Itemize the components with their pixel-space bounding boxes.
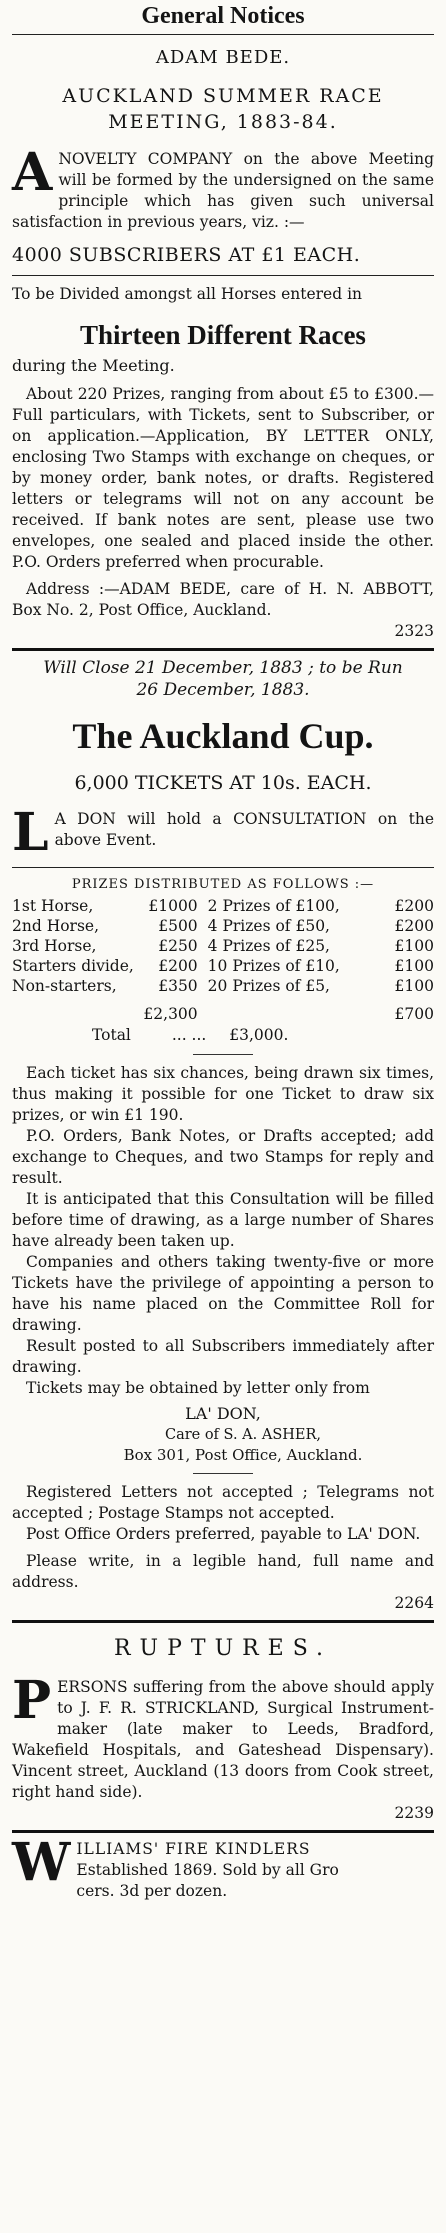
paragraph-companies: Companies and others taking twenty-five or more Tickets have the privilege of appointing a person to have his name placed on the Committee Roll for drawing. bbox=[12, 1253, 434, 1334]
divided-line: To be Divided amongst all Horses entered in bbox=[12, 285, 363, 303]
total-line bbox=[92, 1024, 434, 1046]
prize-right-label: 4 Prizes of £25, bbox=[207, 937, 330, 955]
kindlers-paragraph bbox=[12, 1832, 434, 1902]
drop-cap: L bbox=[12, 802, 49, 863]
drop-cap: A bbox=[12, 142, 53, 203]
prize-row bbox=[12, 936, 434, 956]
notice-fire-kindlers bbox=[12, 1832, 434, 1902]
prize-left-label: Starters divide, bbox=[12, 957, 134, 975]
prize-right-amount: £200 bbox=[394, 917, 434, 935]
prize-row bbox=[12, 976, 434, 996]
ruptures-title: RUPTURES. bbox=[113, 1636, 333, 1661]
prize-row bbox=[12, 956, 434, 976]
total-value: £3,000. bbox=[229, 1026, 289, 1044]
close-line-2: 26 December, 1883. bbox=[136, 680, 310, 700]
intro-paragraph bbox=[12, 142, 434, 233]
kindlers-line-2: Established 1869. Sold by all Gro bbox=[76, 1861, 339, 1879]
cup-title: The Auckland Cup. bbox=[72, 716, 374, 756]
subtotal-right: £700 bbox=[394, 1005, 434, 1023]
prize-left-label: 3rd Horse, bbox=[12, 937, 97, 955]
close-line-1: Will Close 21 December, 1883 ; to be Run bbox=[43, 658, 403, 678]
section-header: General Notices bbox=[141, 3, 305, 29]
ruptures-paragraph bbox=[12, 1670, 434, 1803]
prize-left-label: 2nd Horse, bbox=[12, 917, 100, 935]
prize-right-amount: £100 bbox=[394, 957, 434, 975]
prize-right-amount: £200 bbox=[394, 897, 434, 915]
subscribers-line: 4000 SUBSCRIBERS AT £1 EACH. bbox=[12, 244, 361, 266]
paragraph-post-office: Post Office Orders preferred, payable to LA' DON. bbox=[26, 1525, 421, 1543]
paragraph-anticipated: It is anticipated that this Consultation will be filled before time of drawing, as a large number of Shares have already been taken up. bbox=[12, 1190, 434, 1250]
signature-care: Care of S. A. ASHER, bbox=[164, 1427, 322, 1443]
prize-right-label: 20 Prizes of £5, bbox=[207, 977, 330, 995]
paragraph-write: Please write, in a legible hand, full name and address. bbox=[12, 1552, 434, 1591]
intro-text: NOVELTY COMPANY on the above Meeting will be formed by the undersigned on the same principle which has given such universal satisfaction in previous years, viz. :— bbox=[12, 150, 434, 231]
event-line-1: AUCKLAND SUMMER RACE bbox=[62, 85, 384, 107]
prize-left-amount: £350 bbox=[158, 977, 198, 995]
prize-right-label: 4 Prizes of £50, bbox=[207, 917, 330, 935]
races-title: Thirteen Different Races bbox=[80, 320, 366, 350]
prize-right-label: 2 Prizes of £100, bbox=[207, 897, 340, 915]
consultation-text: A DON will hold a CONSULTATION on the above Event. bbox=[54, 810, 434, 849]
signature-box: Box 301, Post Office, Auckland. bbox=[123, 1446, 363, 1464]
address-paragraph: Address :—ADAM BEDE, care of H. N. ABBOTT, Box No. 2, Post Office, Auckland. bbox=[12, 580, 434, 619]
prizes-subtotal bbox=[12, 1004, 434, 1024]
consultation-paragraph bbox=[12, 802, 434, 863]
total-rule bbox=[193, 1054, 253, 1055]
body-paragraph: About 220 Prizes, ranging from about £5 to £300.—Full particulars, with Tickets, sent to Subscriber, or on application.—Application, BY LETTER ONLY, enclosing Two Stamps with exchange on cheques, or by money order, bank notes, or drafts. Registered letters or telegrams will not on any account be received. If bank notes are sent, please use two envelopes, one sealed and placed inside the other. P.O. Orders preferred when procurable. bbox=[12, 385, 434, 571]
prizes-heading: PRIZES DISTRIBUTED AS FOLLOWS :— bbox=[71, 877, 375, 892]
paragraph-chances: Each ticket has six chances, being drawn six times, thus making it possible for one Ticket to draw six prizes, or win £1 190. bbox=[12, 1064, 434, 1124]
signature-name: LA' DON, bbox=[185, 1404, 261, 1423]
prize-right-amount: £100 bbox=[394, 977, 434, 995]
subtotal-left: £2,300 bbox=[143, 1005, 198, 1023]
section-divider bbox=[12, 648, 434, 651]
prize-left-amount: £1000 bbox=[148, 897, 198, 915]
kindlers-line-1: ILLIAMS' FIRE KINDLERS bbox=[76, 1840, 311, 1858]
prize-left-label: 1st Horse, bbox=[12, 897, 94, 915]
event-line-2: MEETING, 1883-84. bbox=[108, 111, 338, 133]
during-line: during the Meeting. bbox=[12, 356, 175, 375]
prize-left-amount: £200 bbox=[158, 957, 198, 975]
subscribers-rule bbox=[12, 275, 434, 276]
prize-row bbox=[12, 896, 434, 916]
ruptures-text: ERSONS suffering from the above should apply to J. F. R. STRICKLAND, Surgical Instrument-maker (late maker to Leeds, Bradford, Wakefield Hospitals, and Gateshead Dispensary). Vincent street, Auckland (13 doors from Cook street, right hand side). bbox=[12, 1678, 434, 1801]
prize-left-label: Non-starters, bbox=[12, 977, 117, 995]
notice-auckland-cup bbox=[12, 657, 434, 1614]
tickets-line: 6,000 TICKETS AT 10s. EACH. bbox=[74, 772, 372, 794]
drop-cap: W bbox=[12, 1832, 71, 1893]
paragraph-tickets: Tickets may be obtained by letter only from bbox=[26, 1379, 370, 1397]
prize-right-amount: £100 bbox=[394, 937, 434, 955]
paragraph-registered: Registered Letters not accepted ; Telegrams not accepted ; Postage Stamps not accepted. bbox=[12, 1483, 434, 1522]
prizes-table bbox=[12, 896, 434, 996]
prize-left-amount: £500 bbox=[158, 917, 198, 935]
paragraph-orders: P.O. Orders, Bank Notes, or Drafts accepted; add exchange to Cheques, and two Stamps for reply and result. bbox=[12, 1127, 434, 1187]
section-divider bbox=[12, 1620, 434, 1623]
notice-name: ADAM BEDE. bbox=[155, 47, 291, 68]
prize-right-label: 10 Prizes of £10, bbox=[207, 957, 340, 975]
notice-ruptures bbox=[12, 1629, 434, 1824]
total-dots: ... ... bbox=[171, 1026, 207, 1044]
kindlers-line-3: cers. 3d per dozen. bbox=[76, 1882, 228, 1900]
prize-left-amount: £250 bbox=[158, 937, 198, 955]
signature-rule bbox=[193, 1473, 253, 1474]
reference-number: 2239 bbox=[394, 1804, 434, 1822]
prizes-rule bbox=[12, 867, 434, 868]
reference-number: 2323 bbox=[394, 622, 434, 640]
total-label: Total bbox=[92, 1026, 131, 1044]
notice-adam-bede bbox=[12, 37, 434, 642]
paragraph-result: Result posted to all Subscribers immediately after drawing. bbox=[12, 1337, 434, 1376]
prize-row bbox=[12, 916, 434, 936]
header-rule bbox=[12, 34, 434, 35]
drop-cap: P bbox=[12, 1670, 52, 1731]
reference-number: 2264 bbox=[394, 1594, 434, 1612]
section-divider bbox=[12, 1830, 434, 1833]
